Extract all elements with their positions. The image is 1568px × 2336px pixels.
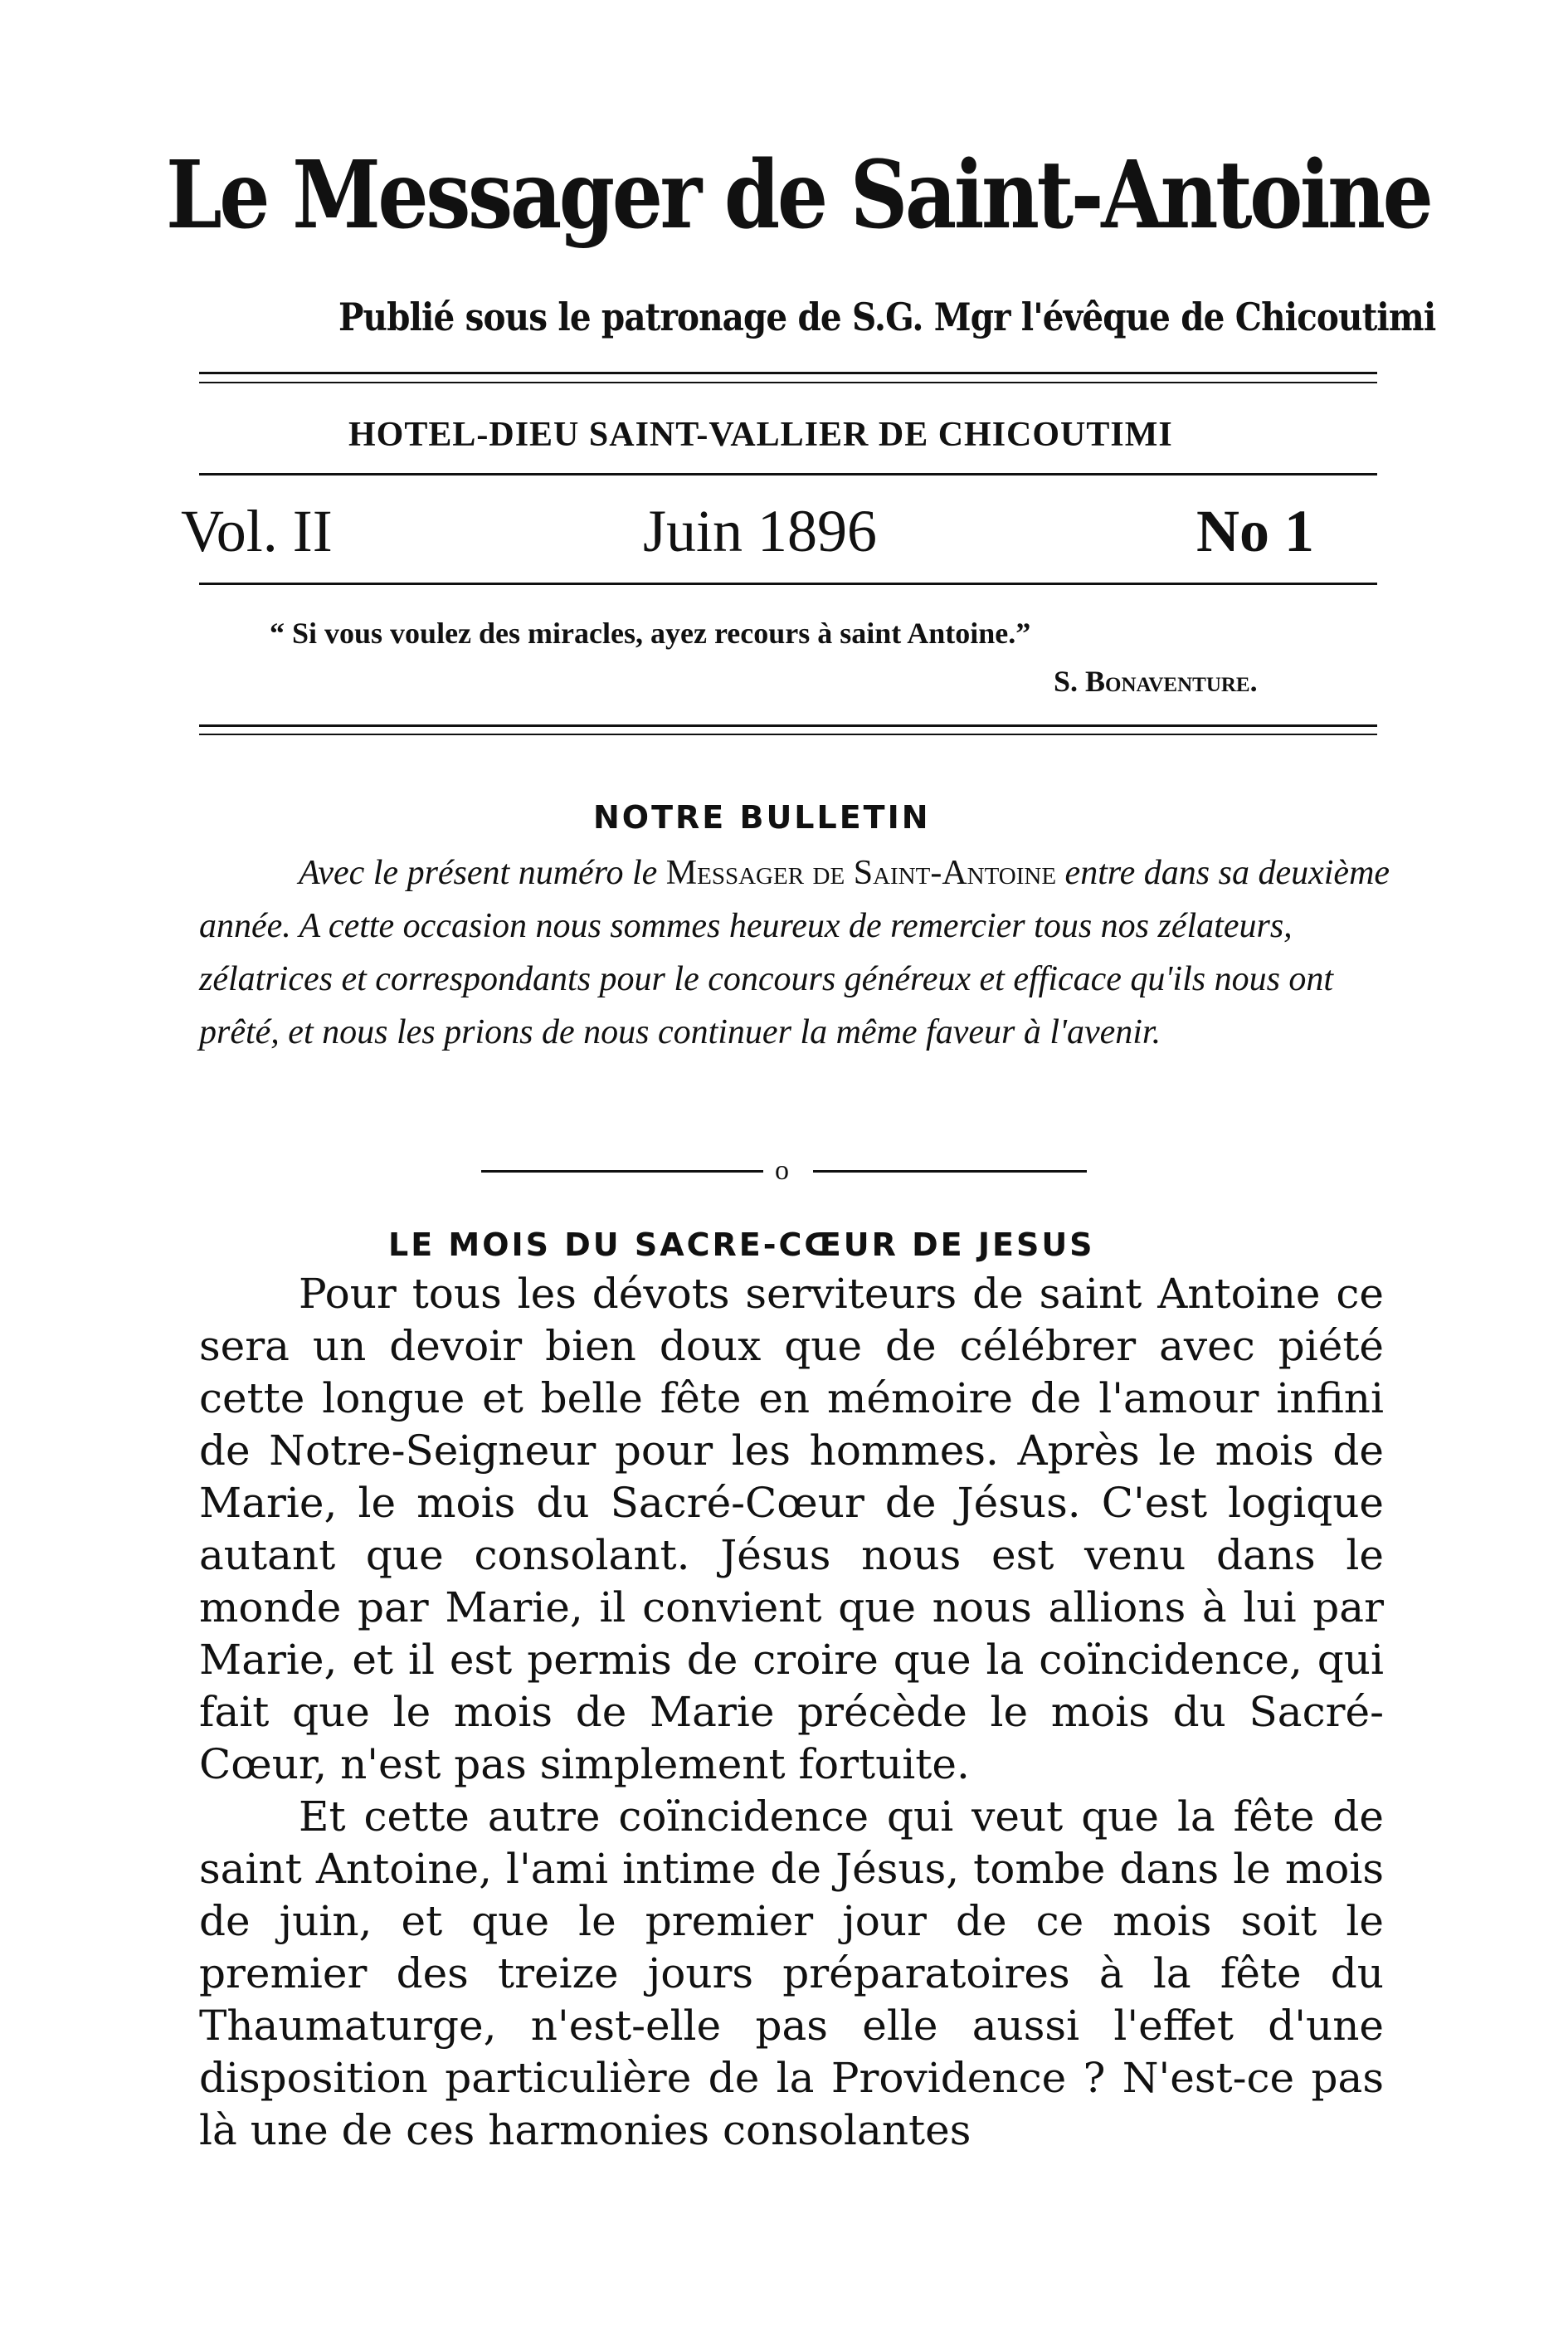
sacrecoeur-body [199, 1268, 1384, 2157]
bulletin-text-after: entre dans sa deuxième année. A cette occasion nous sommes heureux de remercier tous nos zélateurs, zélatrices et correspondants pour le concours généreux et efficace qu'ils nous ont prêté, et nous les prions de nous continuer la même faveur à l'avenir. [199, 854, 1390, 1051]
issue-rule-top [199, 473, 1377, 475]
issue-number: No 1 [1196, 498, 1314, 564]
epigraph-rule-bottom [199, 734, 1377, 735]
epigraph-quote: “ Si vous voulez des miracles, ayez recours à saint Antoine.” [270, 617, 1031, 650]
issue-volume: Vol. II [181, 498, 333, 564]
masthead-title: Le Messager de Saint-Antoine [166, 141, 1431, 250]
divider-ornament: o [775, 1155, 789, 1186]
bulletin-text-before: Avec le présent numéro le [299, 854, 666, 892]
bulletin-paragraph [199, 846, 1394, 1059]
issue-date: Juin 1896 [643, 498, 878, 564]
bulletin-publication-name: Messager de Saint-Antoine [665, 854, 1057, 892]
epigraph-rule-top [199, 724, 1377, 727]
section-divider [481, 1155, 1112, 1185]
sacrecoeur-paragraph-1: Pour tous les dévots serviteurs de saint Antoine ce sera un devoir bien doux que de célébrer avec piété cette longue et belle fête en mémoire de l'amour infini de Notre-Seigneur pour les hommes. Après le mois de Marie, le mois du Sacré-Cœur de Jésus. C'est logique autant que consolant. Jésus nous est venu dans le monde par Marie, il convient que nous allions à lui par Marie, et il est permis de croire que la coïncidence, qui fait que le mois de Marie précède le mois du Sacré-Cœur, n'est pas simplement fortuite. [199, 1270, 1384, 1788]
divider-line-right [813, 1170, 1087, 1173]
sacrecoeur-paragraph-2: Et cette autre coïncidence qui veut que la fête de saint Antoine, l'ami intime de Jésus, tombe dans le mois de juin, et que le premier jour de ce mois soit le premier des treize jours préparatoires à la fête du Thaumaturge, n'est-elle pas elle aussi l'effet d'une disposition particulière de la Providence ? N'est-ce pas là une de ces harmonies consolantes [199, 1792, 1384, 2154]
divider-line-left [481, 1170, 763, 1173]
masthead-subtitle: Publié sous le patronage de S.G. Mgr l'évêque de Chicoutimi [338, 295, 1436, 339]
bulletin-heading: NOTRE BULLETIN [593, 799, 931, 836]
issue-rule-bottom [199, 583, 1377, 585]
header-rule-top [199, 372, 1377, 374]
header-rule-top-thin [199, 382, 1377, 383]
bulletin-body [199, 846, 1394, 1059]
institution-line: HOTEL-DIEU SAINT-VALLIER DE CHICOUTIMI [348, 416, 1173, 454]
sacrecoeur-heading: LE MOIS DU SACRE-CŒUR DE JESUS [388, 1227, 1095, 1263]
epigraph-author: S. Bonaventure. [1054, 665, 1258, 698]
